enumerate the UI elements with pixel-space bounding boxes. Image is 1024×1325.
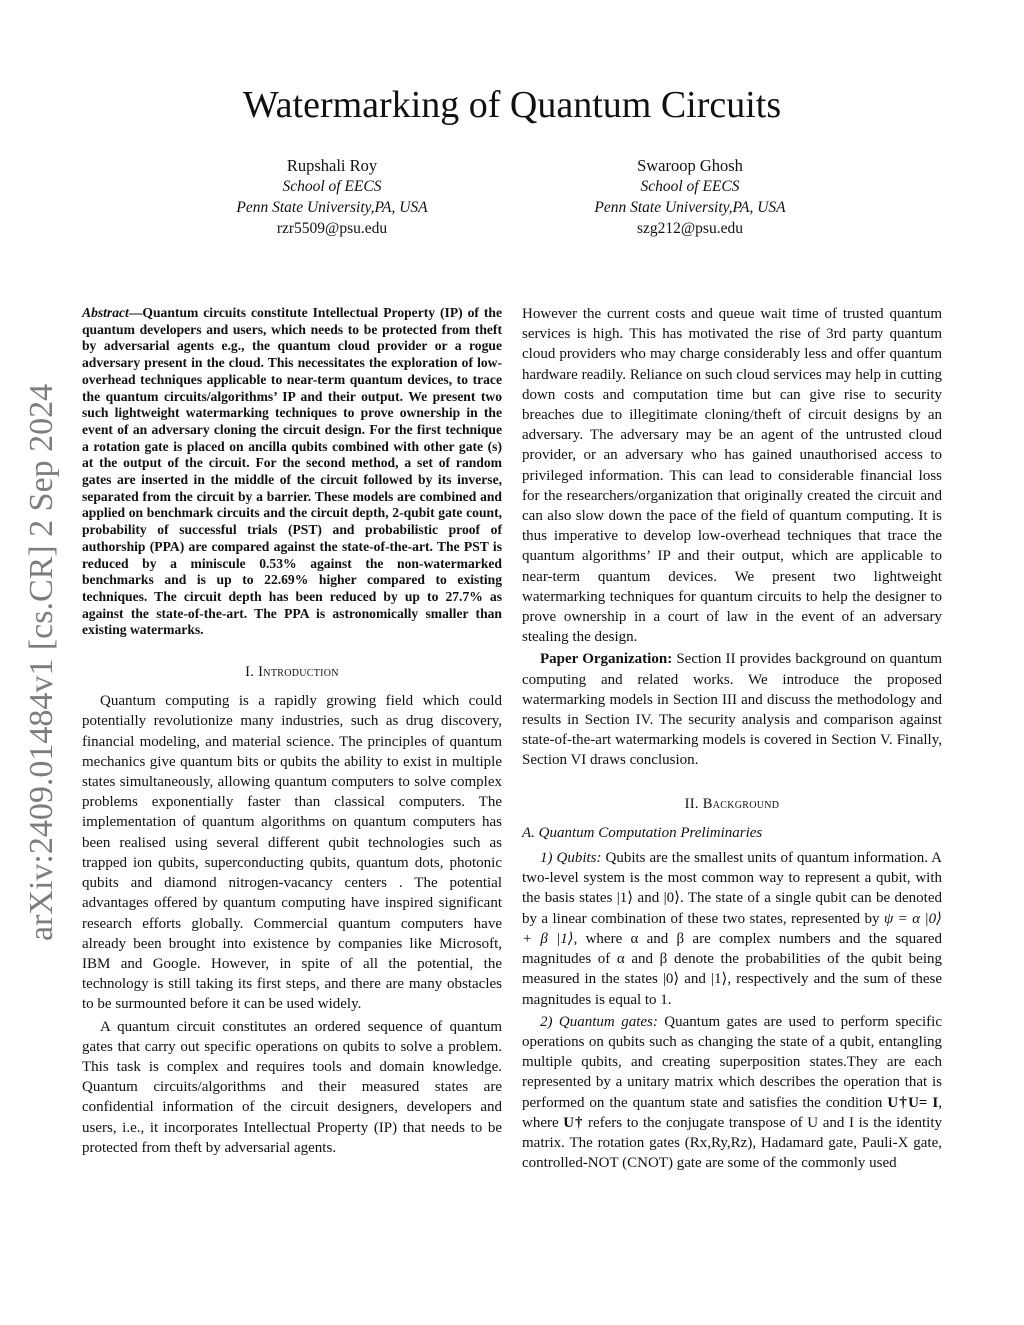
quantum-gates-text-1: Quantum gates are used to perform specific operations on qubits such as changing the state of a qubit, entangling multiple qubits, and creating superposition states.They are each represented by a unitary matrix which describes the operation that is performed on the quantum state and satisfies the condition [522,1013,942,1111]
paper-organization-paragraph [522,649,942,770]
abstract-label: Abstract [82,305,129,320]
section-heading-background [522,794,942,814]
quantum-gates-text-3: refers to the conjugate transpose of U and I is the identity matrix. The rotation gates (Rx,Ry,Rz), Hadamard gate, Pauli-X gate, controlled-NOT (CNOT) gate are some of the commonly used [522,1114,942,1172]
qubit-state-equation: ψ = α |0⟩ + β |1⟩ [522,910,942,947]
section-heading-introduction [82,662,502,682]
intro-paragraph-1: Quantum computing is a rapidly growing field which could potentially revolutionize many industries, such as drug discovery, financial modeling, and material science. The principles of quantum mechanics give quantum bits or qubits the ability to exist in multiple states simultaneously, allowing quantum computers to solve complex problems exponentially faster than classical computers. The implementation of quantum algorithms on quantum computers has been realised using several different qubit technologies such as trapped ion qubits, superconducting qubits, quantum dots, photonic qubits and diamond nitrogen-vacancy centers . The potential advantages offered by quantum computing have inspired significant research efforts globally. Commercial quantum computers have already been brought into existence by companies like Microsoft, IBM and Google. However, in spite of all the potential, the technology is still taking its first steps, and there are many obstacles to be surmounted before it can be used widely. [82,693,502,1013]
conjugate-transpose-symbol: U† [563,1114,584,1131]
section-title: Background [702,795,780,812]
abstract-text: —Quantum circuits constitute Intellectual Property (IP) of the quantum developers and users, which needs to be protected from theft by adversarial agents e.g., the quantum cloud provider or a rogue adversary present in the cloud. This necessitates the exploration of low-overhead techniques applicable to near-term quantum devices, to trace the quantum circuits/algorithms’ IP and their output. We present two such lightweight watermarking techniques to prove ownership in the event of an adversary cloning the circuit design. For the first technique a rotation gate is placed on ancilla qubits combined with other gate (s) at the output of the circuit. For the second method, a set of random gates are inserted in the middle of the circuit followed by its inverse, separated from the circuit by a barrier. These models are combined and applied on benchmark circuits and the circuit depth, 2-qubit gate count, probability of successful trials (PST) and probabilistic proof of authorship (PPA) are compared against the state-of-the-art. The PST is reduced by a miniscule 0.53% against the non-watermarked benchmarks and is up to 22.69% higher compared to existing techniques. The circuit depth has been reduced by up to 27.7% as against the state-of-the-art. The PPA is astronomically smaller than existing watermarks. [82,305,502,638]
section-number: I. [245,664,255,681]
author-email: rzr5509@psu.edu [276,220,388,237]
qubits-text-2: , where α and β are complex numbers and the squared magnitudes of α and β denote the probabilities of the qubit being measured in the states |0⟩ and |1⟩, respectively and the sum of these magnitudes is equal to 1. [522,930,942,1008]
author-affiliation: Penn State University,PA, USA [594,199,786,216]
author-block-1 [172,155,492,239]
paper-title: Watermarking of Quantum Circuits [242,84,782,126]
author-dept: School of EECS [282,178,382,195]
author-name: Rupshali Roy [286,156,378,175]
author-affiliation: Penn State University,PA, USA [236,199,428,216]
section-title: Introduction [258,664,339,681]
section-number: II. [684,795,699,812]
left-column [82,305,502,1158]
arxiv-identifier: arXiv:2409.01484v1 [cs.CR] 2 Sep 2024 [23,383,60,942]
right-column [522,304,942,1173]
qubits-label: 1) Qubits: [540,850,602,867]
qubits-paragraph [522,848,942,1010]
qubits-text-1: Qubits are the smallest units of quantum information. A two-level system is the most common way to represent a qubit, with the basis states |1⟩ and |0⟩. The state of a single qubit can be denoted by a linear combination of these two states, represented by [522,850,942,927]
quantum-gates-paragraph [522,1012,942,1174]
author-name: Swaroop Ghosh [637,156,743,175]
author-block-2 [530,155,850,239]
quantum-gates-text-2: , where [522,1094,942,1131]
paper-organization-text: Section II provides background on quantum computing and related works. We introduce the proposed watermarking models in Section III and discuss the methodology and results in Section IV. The security analysis and comparison against state-of-the-art watermarking models is covered in Section V. Finally, Section VI draws conclusion. [522,651,942,769]
intro-paragraph-2: A quantum circuit constitutes an ordered sequence of quantum gates that carry out specific operations on qubits to solve a problem. This task is complex and requires tools and domain knowledge. Quantum circuits/algorithms and their measured states are confidential information of the circuit designers, developers and users, i.e., it incorporates Intellectual Property (IP) that needs to be protected from theft by adversarial agents. [82,1018,502,1156]
author-email: szg212@psu.edu [637,220,743,237]
author-dept: School of EECS [640,178,740,195]
abstract [82,305,502,639]
intro-paragraph-continuation: However the current costs and queue wait time of trusted quantum services is high. This has motivated the rise of 3rd party quantum cloud providers who may charge considerably less and offer quantum hardware readily. Reliance on such cloud services may help in cutting down costs and computation time but can give rise to security breaches due to illegitimate cloning/theft of circuit designs by an adversary. The adversary may be an agent of the untrusted cloud provider, or an adversary who has gained unauthorised access to privileged information. This can lead to considerable financial loss for the researchers/organization that originally created the circuit and can also slow down the pace of the field of quantum computing. It is thus imperative to develop low-overhead techniques that trace the quantum algorithms’ IP and their output, which are applicable to near-term quantum devices. We present two lightweight watermarking techniques for quantum circuits to help the designer to prove ownership in a court of law in the event of an adversary stealing the design. [522,306,942,646]
unitary-condition-equation: U†U= I [887,1094,939,1111]
quantum-gates-label: 2) Quantum gates: [540,1013,658,1030]
paper-organization-label: Paper Organization: [540,651,673,668]
subsection-heading: A. Quantum Computation Preliminaries [522,824,763,841]
